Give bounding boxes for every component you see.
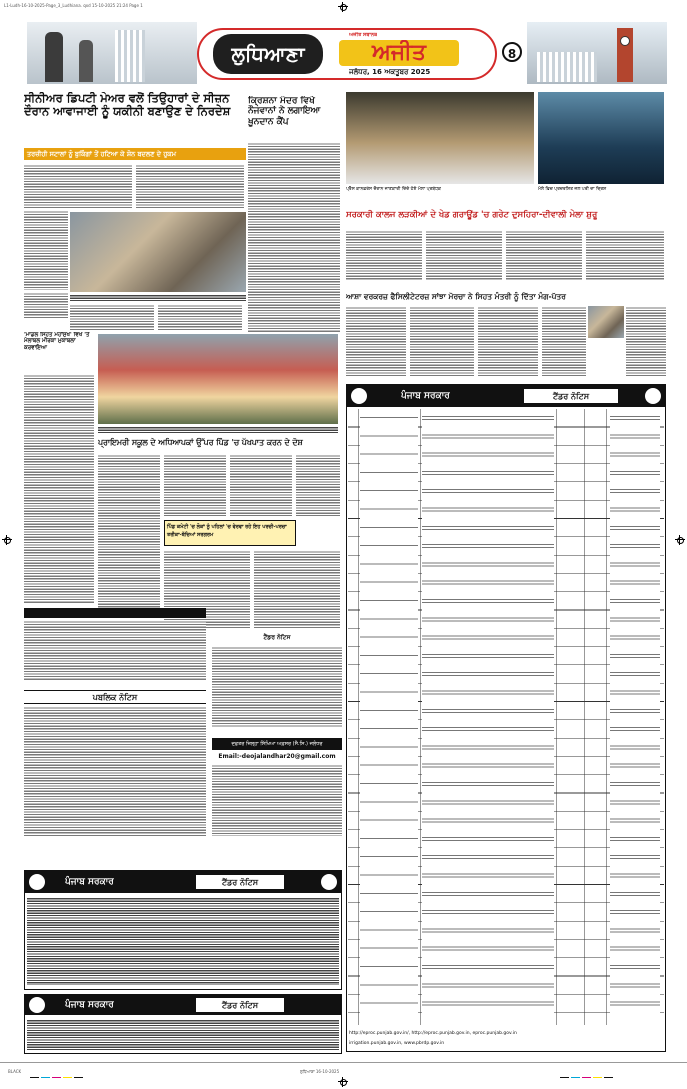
district-education-strip: ਦਫ਼ਤਰ ਜ਼ਿਲ੍ਹਾ ਸਿੱਖਿਆ ਅਫ਼ਸਰ (ਸੈ.ਸਿ.) ਜਲੰਧਰ	[212, 738, 342, 750]
punjab-emblem-icon	[29, 997, 45, 1013]
left-small-headline: 'ਮਾਡਲ ਸਿਹਤ ਮਹਾਂਸੁਖ' ਵਿਖੇ 'ਤੇ ਮੇਲਾਬਲ ਮੀਰਕਾ ਮੁਕਾਬਲਾ ਕਰਵਾਇਆ	[24, 332, 90, 351]
main-story-text-col2	[136, 164, 244, 208]
college-story-col2	[426, 230, 502, 280]
tender-notice-2-title: ਟੈਂਡਰ ਨੋਟਿਸ	[195, 997, 285, 1013]
middle-tender-text	[212, 646, 342, 728]
school-story-col2	[164, 454, 226, 516]
group-photo	[98, 334, 338, 424]
public-notice-title: ਪਬਲਿਕ ਨੋਟਿਸ	[24, 690, 206, 704]
big-tender-dept: ਪੰਜਾਬ ਸਰਕਾਰ	[401, 391, 450, 401]
mermaid-photo	[538, 92, 664, 184]
tender-notice-1-title: ਟੈਂਡਰ ਨੋਟਿਸ	[195, 874, 285, 890]
seal-icon	[645, 388, 661, 404]
asha-story-col5	[626, 306, 666, 376]
masthead-brand: ਅਜੀਤ	[339, 40, 459, 66]
main-story-photo	[70, 212, 246, 292]
college-story-col1	[346, 230, 422, 280]
school-story-col3	[230, 454, 292, 516]
tender-notice-2-table	[27, 1019, 339, 1051]
footer-black-marker: BLACK	[8, 1069, 22, 1074]
print-slug: L1-Ludh-16-10-2025-Page_3_Ludhiana. qxd 15-10-2025 21:24 Page 1	[4, 3, 143, 8]
public-notice-text	[24, 706, 206, 836]
college-mela-headline: ਸਰਕਾਰੀ ਕਾਲਜ ਲੜਕੀਆਂ ਦੇ ਖੇਡ ਗਰਾਊਂਡ 'ਚ ਗਰੇਟ ਦੁਸਹਿਰਾ-ਦੀਵਾਲੀ ਮੇਲਾ ਸ਼ੁਰੂ	[346, 210, 598, 220]
asha-photo	[588, 306, 624, 338]
asha-story-col1	[346, 306, 406, 376]
school-headline: ਪ੍ਰਾਇਮਰੀ ਸਕੂਲ ਦੇ ਅਧਿਆਪਕਾਂ ਉੱਪਰ ਪਿੰਡ 'ਚ ਪੱਖਪਾਤ ਕਰਨ ਦੇ ਦੋਸ਼	[98, 438, 303, 447]
big-tender-url: http://eproc.punjab.gov.in/, http://eproc.punjab.gov.in, eproc.punjab.gov.in	[349, 1031, 517, 1036]
tender-notice-2-dept: ਪੰਜਾਬ ਸਰਕਾਰ	[65, 1000, 114, 1010]
school-subheadline: ਪਿੰਡ ਕਮੇਟੀ 'ਚ ਲੋਕਾਂ ਨੂੰ ਪਹਿਲਾਂ 'ਚ ਵੇਰਵਾ ਰਹੇ ਇਹ ਪਰਚੀ-ਪਰਚਾ ਤਰੀਕਾ-ਬੱਚਿਆਂ ਸਰਗਰਮ	[164, 520, 296, 546]
main-subheadline: ਤਰਜ਼ੀਹੀ ਸਟਾਲਾਂ ਨੂੰ ਬੁਕਿੰਗਾਂ ਤੋਂ ਹਟਿਆ ਕੇ ਸ਼ੋਨ ਬਦਲਣ ਦੇ ਹੁਕਮ	[24, 148, 246, 160]
masthead-kicker: ਅਜੀਤ ਸਥਾਨਕ	[349, 32, 378, 38]
mermaid-photo-caption: ਮੇਲੇ ਵਿਚ ਪ੍ਰਦਰਸ਼ਿਤ ਜਲ ਪਰੀ ਦਾ ਦ੍ਰਿਸ਼	[538, 187, 607, 192]
masthead-title-frame	[197, 28, 497, 80]
tender-notice-1-dept: ਪੰਜਾਬ ਸਰਕਾਰ	[65, 877, 114, 887]
notice-header-strip	[24, 608, 206, 618]
asha-headline: ਆਸ਼ਾ ਵਰਕਰਜ਼ ਫੈਸਿਲੀਟੇਟਰਜ਼ ਸਾਂਝਾ ਮੋਰਚਾ ਨੇ ਸਿਹਤ ਮੰਤਰੀ ਨੂੰ ਦਿੱਤਾ ਮੰਗ-ਪੱਤਰ	[346, 292, 566, 301]
main-story-text-col5	[70, 304, 154, 330]
big-tender-title: ਟੈਂਡਰ ਨੋਟਿਸ	[523, 388, 619, 404]
education-email: Email:-deojalandhar20@gmail.com	[218, 753, 336, 760]
college-story-col3	[506, 230, 582, 280]
school-story-col6	[254, 550, 340, 628]
school-story-col1	[98, 454, 160, 614]
registration-mark-right	[675, 535, 685, 545]
tender-notice-box-1	[24, 870, 342, 990]
footer-center-slug: ਲੁਧਿਆਣਾ 16-10-2025	[300, 1069, 340, 1074]
registration-mark-top	[338, 2, 348, 12]
seal-icon	[321, 874, 337, 890]
krishna-headline: ਕ੍ਰਿਸ਼ਨਾ ਮੰਦਰ ਵਿਖੇ ਨੌਜਵਾਨਾਂ ਨੇ ਲਗਾਇਆ ਖ਼ੂਨਦਾਨ ਕੈਂਪ	[248, 96, 321, 127]
tender-notice-box-2	[24, 994, 342, 1054]
page-number: 8	[502, 42, 522, 62]
footer-rule	[0, 1062, 687, 1063]
left-small-story-text	[24, 374, 94, 604]
footer-color-bar-right	[560, 1068, 670, 1078]
main-story-photo-caption	[70, 294, 246, 302]
asha-story-col2	[410, 306, 474, 376]
punjab-emblem-icon	[29, 874, 45, 890]
footer-color-bar-left	[30, 1068, 140, 1078]
press-conference-photo	[346, 92, 534, 184]
punjab-emblem-icon	[351, 388, 367, 404]
tender-notice-1-bar	[25, 871, 341, 893]
asha-story-col3	[478, 306, 538, 376]
registration-mark-left	[2, 535, 12, 545]
big-tender-bar	[347, 385, 665, 407]
middle-tender-title: ਟੈਂਡਰ ਨੋਟਿਸ	[263, 634, 291, 641]
main-story-text-col1	[24, 164, 132, 208]
big-tender-url-2: irrigation.punjab.gov.in, www.pbrdp.gov.in	[349, 1041, 445, 1046]
group-photo-caption	[98, 426, 338, 434]
tender-notice-2-bar	[25, 995, 341, 1015]
main-story-text-col4	[24, 292, 68, 318]
main-story-text-col3	[24, 210, 68, 290]
main-story-text-col6	[158, 304, 242, 330]
education-notice-text	[212, 764, 342, 836]
krishna-story-text	[248, 142, 340, 332]
college-story-col4	[586, 230, 664, 280]
asha-story-col4	[542, 306, 586, 376]
big-tender-notice	[346, 384, 666, 1052]
school-story-col4	[296, 454, 340, 516]
notice-left-text	[24, 620, 206, 680]
big-tender-table	[348, 409, 664, 1025]
press-photo-caption: ਪ੍ਰੈੱਸ ਕਾਨਫ਼ਰੰਸ ਦੌਰਾਨ ਜਾਣਕਾਰੀ ਦਿੰਦੇ ਹੋਏ ਮੇਲਾ ਪ੍ਰਬੰਧਕ	[346, 187, 441, 192]
masthead-left-statue-image	[27, 22, 197, 84]
masthead-city: ਲੁਧਿਆਣਾ	[213, 34, 323, 74]
registration-mark-bottom	[338, 1077, 348, 1087]
masthead-date: ਜਲੰਧਰ, 16 ਅਕਤੂਬਰ 2025	[349, 68, 431, 76]
masthead	[27, 22, 667, 84]
tender-notice-1-table	[27, 897, 339, 985]
main-headline: ਸੀਨੀਅਰ ਡਿਪਟੀ ਮੇਅਰ ਵਲੋਂ ਤਿਉਹਾਰਾਂ ਦੇ ਸੀਜ਼ਨ ਦੌਰਾਨ ਆਵਾਜਾਈ ਨੂੰ ਯਕੀਨੀ ਬਣਾਉਣ ਦੇ ਨਿਰਦੇਸ਼	[24, 92, 231, 119]
masthead-right-clocktower-image	[527, 22, 667, 84]
